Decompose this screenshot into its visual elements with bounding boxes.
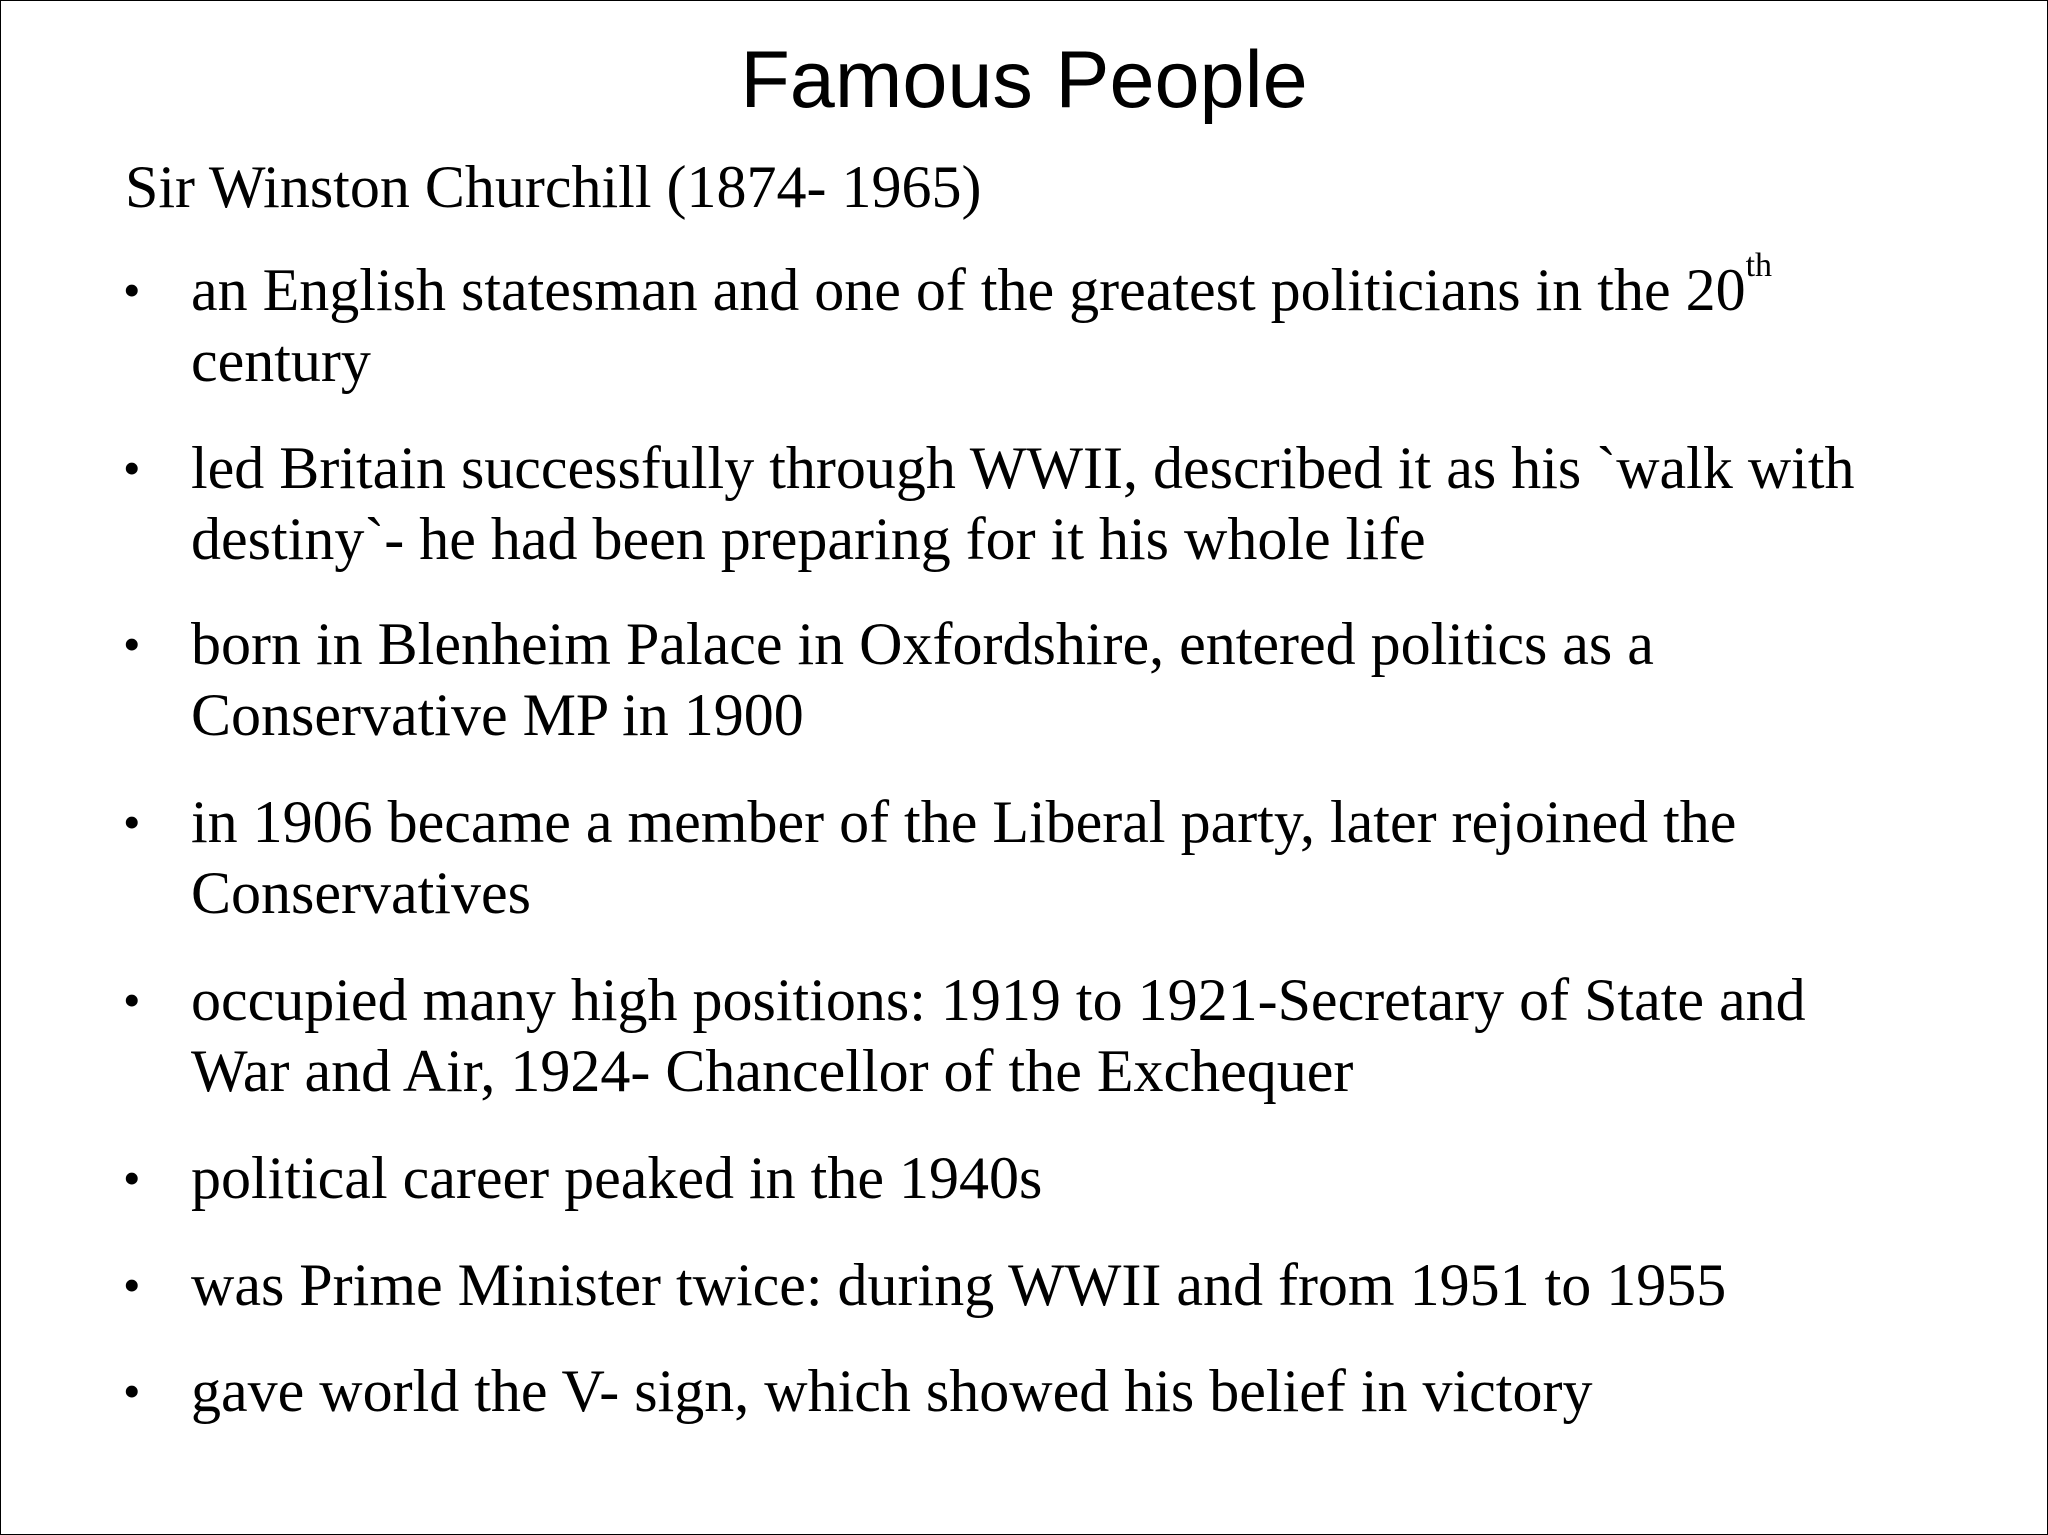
bullet-text: in 1906 became a member of the Liberal party, later rejoined the Conservatives bbox=[191, 789, 1737, 926]
bullet-text: was Prime Minister twice: during WWII and from 1951 to 1955 bbox=[191, 1252, 1727, 1318]
bullet-text: gave world the V- sign, which showed his belief in victory bbox=[191, 1358, 1593, 1424]
slide-title: Famous People bbox=[740, 35, 1308, 125]
bullet-item bbox=[123, 965, 1991, 1107]
bullet-text: occupied many high positions: 1919 to 1921-Secretary of State and War and Air, 1924- Chancellor of the Exchequer bbox=[191, 967, 1806, 1104]
bullet-item bbox=[123, 247, 1991, 397]
bullet-item bbox=[123, 787, 1991, 929]
bullet-text-part: an English statesman and one of the greatest politicians in the 20 bbox=[191, 257, 1746, 323]
bullet-icon: • bbox=[123, 1363, 141, 1419]
bullet-icon: • bbox=[123, 440, 141, 496]
bullet-icon: • bbox=[123, 262, 141, 318]
bullet-icon: • bbox=[123, 616, 141, 672]
bullet-text bbox=[191, 247, 1991, 397]
bullet-text: political career peaked in the 1940s bbox=[191, 1145, 1043, 1211]
bullet-item bbox=[123, 609, 1991, 751]
bullet-icon: • bbox=[123, 972, 141, 1028]
bullet-icon: • bbox=[123, 1257, 141, 1313]
bullet-text: born in Blenheim Palace in Oxfordshire, entered politics as a Conservative MP in 1900 bbox=[191, 611, 1654, 748]
bullet-list bbox=[1, 1, 2047, 1534]
bullet-text-part: century bbox=[191, 328, 371, 394]
superscript-text: th bbox=[1745, 247, 1773, 284]
bullet-item bbox=[123, 1143, 1991, 1214]
bullet-icon: • bbox=[123, 1150, 141, 1206]
bullet-icon: • bbox=[123, 794, 141, 850]
slide-subtitle: Sir Winston Churchill (1874- 1965) bbox=[125, 154, 982, 220]
bullet-text: led Britain successfully through WWII, described it as his `walk with destiny`- he had been preparing for it his whole life bbox=[191, 435, 1855, 572]
bullet-item bbox=[123, 1356, 1991, 1427]
bullet-item bbox=[123, 1250, 1991, 1321]
bullet-item bbox=[123, 433, 1991, 575]
